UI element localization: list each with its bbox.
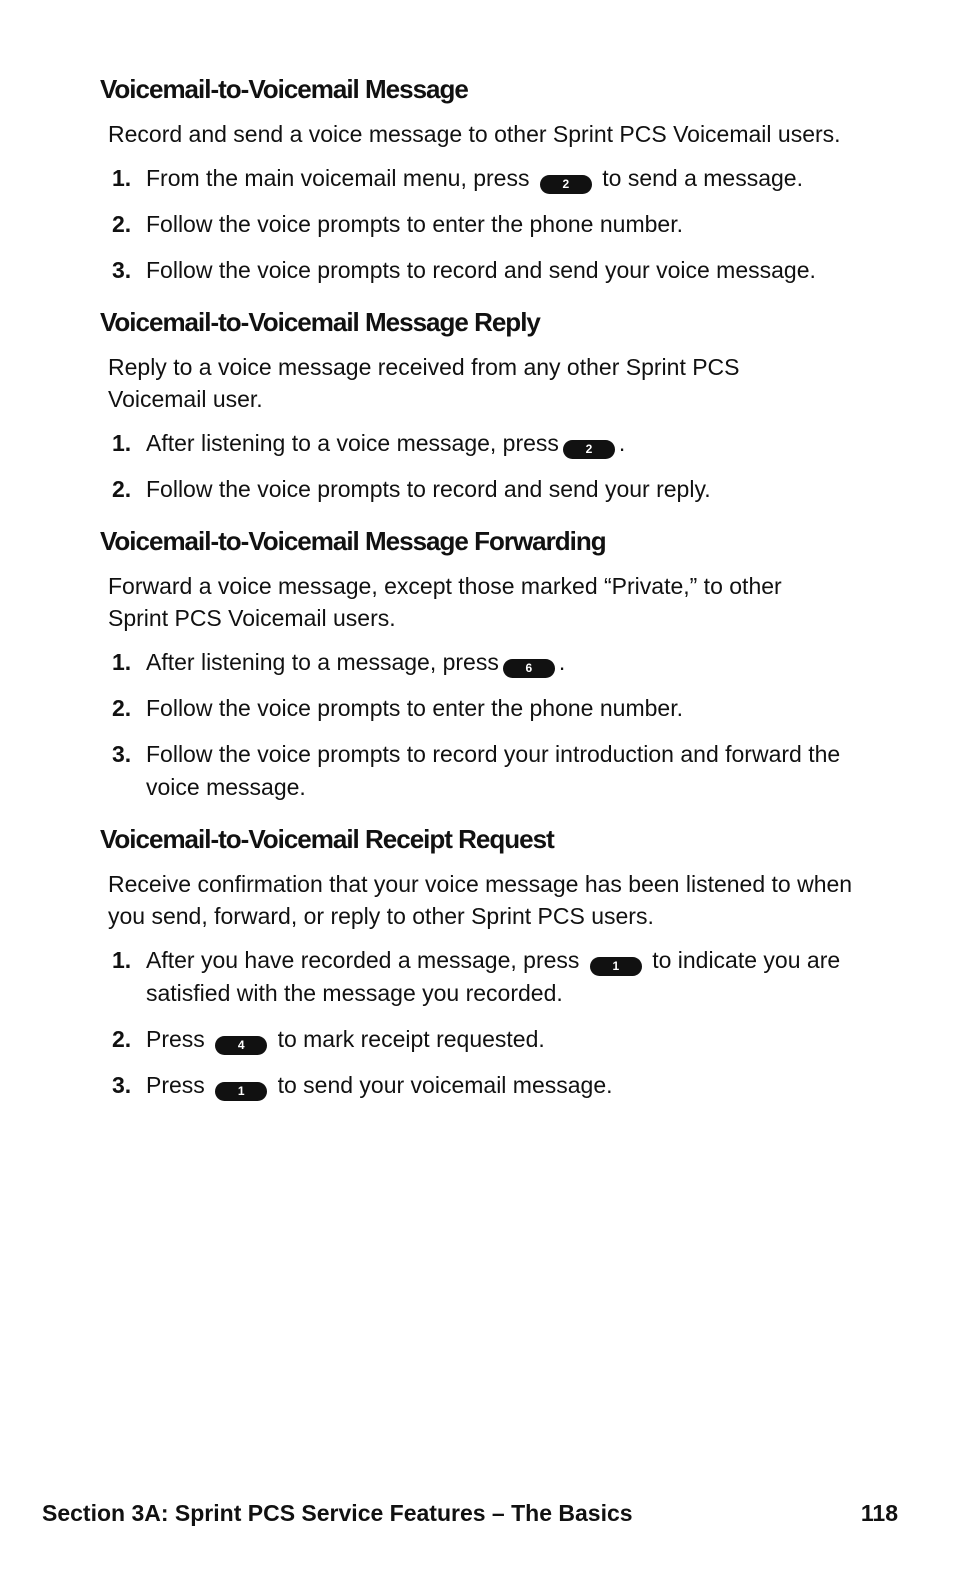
step-item (100, 254, 860, 287)
step-item (100, 427, 860, 460)
step-number: 3. (112, 1072, 132, 1098)
step-number: 3. (112, 257, 132, 283)
step-item (100, 738, 860, 804)
step-text-after: to mark receipt requested. (277, 1026, 545, 1052)
section-title: Voicemail-to-Voicemail Message Forwarding (100, 526, 606, 556)
step-text: Follow the voice prompts to record your introduction and forward the voice message. (146, 741, 841, 800)
step-number: 2. (112, 695, 132, 721)
key-2-icon: 2 (540, 175, 592, 194)
step-text-before: After listening to a voice message, press (146, 430, 559, 456)
step-text: Follow the voice prompts to enter the phone number. (146, 695, 683, 721)
step-item (100, 1069, 860, 1102)
step-item (100, 208, 860, 241)
section-intro: Record and send a voice message to other Sprint PCS Voicemail users. (108, 121, 841, 147)
step-text: Follow the voice prompts to record and send your voice message. (146, 257, 816, 283)
section-title: Voicemail-to-Voicemail Receipt Request (100, 824, 554, 854)
page-footer (42, 1500, 898, 1527)
step-number: 2. (112, 476, 132, 502)
step-text: Follow the voice prompts to enter the phone number. (146, 211, 683, 237)
step-text-before: After you have recorded a message, press (146, 947, 580, 973)
step-item (100, 944, 860, 1010)
footer-section-label: Section 3A: Sprint PCS Service Features – The Basics (42, 1500, 633, 1526)
step-item (100, 692, 860, 725)
key-1-icon: 1 (215, 1082, 267, 1101)
step-text-after: to send a message. (602, 165, 803, 191)
step-text-after: . (618, 430, 626, 456)
step-number: 1. (112, 165, 132, 191)
steps-list (100, 162, 860, 287)
step-item (100, 646, 860, 679)
section-intro: Reply to a voice message received from any other Sprint PCS Voicemail user. (108, 354, 740, 412)
step-item (100, 473, 860, 506)
step-text: Follow the voice prompts to record and send your reply. (146, 476, 711, 502)
page-number: 118 (860, 1500, 898, 1526)
step-text-before: Press (146, 1026, 205, 1052)
key-6-icon: 6 (503, 659, 555, 678)
step-text-before: Press (146, 1072, 205, 1098)
step-number: 2. (112, 211, 132, 237)
step-text-after: . (558, 649, 566, 675)
key-1-icon: 1 (590, 957, 642, 976)
step-text-before: From the main voicemail menu, press (146, 165, 530, 191)
step-number: 3. (112, 741, 132, 767)
steps-list (100, 944, 860, 1102)
section-message-reply (100, 305, 860, 506)
step-text-before: After listening to a message, press (146, 649, 499, 675)
step-number: 1. (112, 947, 132, 973)
step-item (100, 162, 860, 195)
step-number: 1. (112, 649, 132, 675)
steps-list (100, 427, 860, 506)
steps-list (100, 646, 860, 804)
step-text-after: to send your voicemail message. (277, 1072, 613, 1098)
step-number: 2. (112, 1026, 132, 1052)
page-content (100, 72, 860, 1120)
section-title: Voicemail-to-Voicemail Message Reply (100, 307, 540, 337)
section-message-forwarding (100, 524, 860, 804)
step-number: 1. (112, 430, 132, 456)
section-receipt-request (100, 822, 860, 1102)
step-item (100, 1023, 860, 1056)
section-intro: Forward a voice message, except those marked “Private,” to other Sprint PCS Voicemail users. (108, 573, 782, 631)
key-4-icon: 4 (215, 1036, 267, 1055)
section-title: Voicemail-to-Voicemail Message (100, 74, 468, 104)
step-text-after: to indicate you are satisfied with the message you recorded. (146, 947, 841, 1006)
section-message (100, 72, 860, 287)
key-2-icon: 2 (563, 440, 615, 459)
section-intro: Receive confirmation that your voice message has been listened to when you send, forward, or reply to other Sprint PCS users. (108, 871, 853, 929)
